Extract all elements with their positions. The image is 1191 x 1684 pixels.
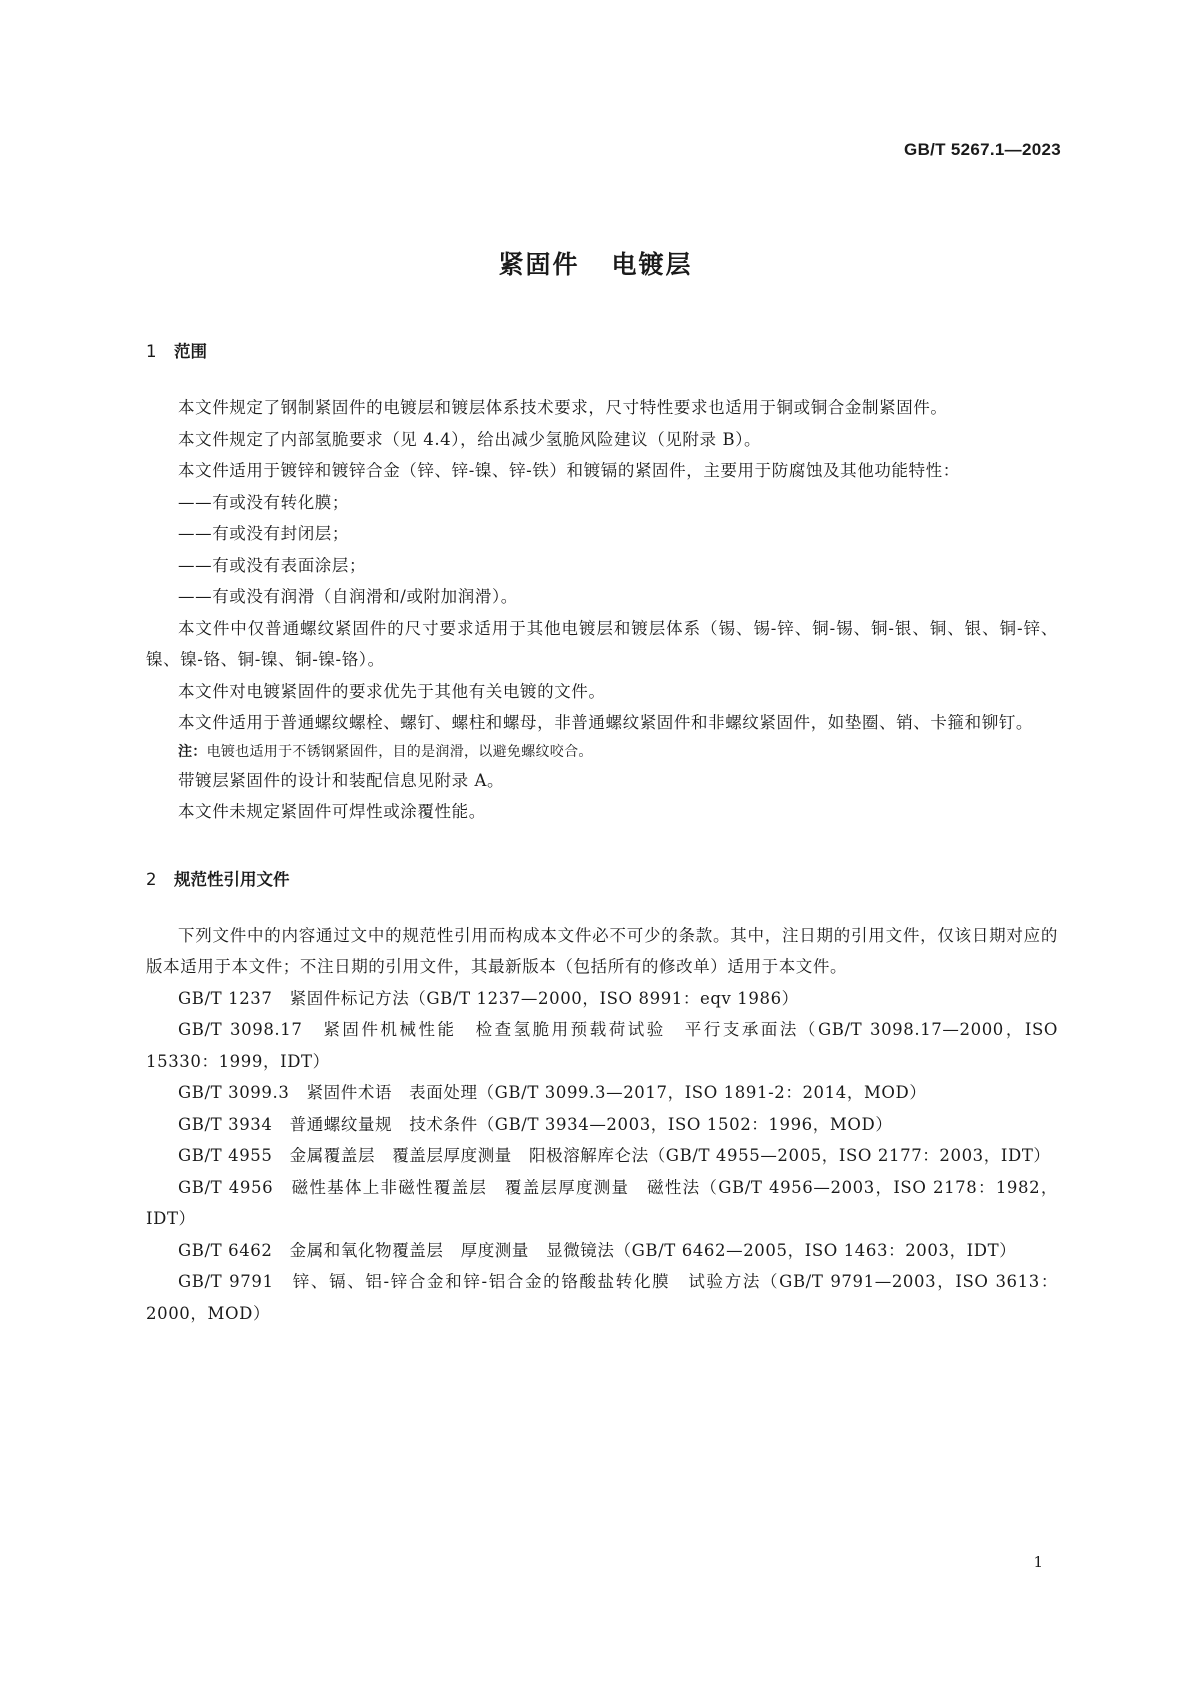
scope-paragraph: 带镀层紧固件的设计和装配信息见附录 A。 [178,770,505,790]
reference-item: GB/T 1237 紧固件标记方法（GB/T 1237—2000，ISO 8991：eqv 1986） [178,988,799,1008]
note [146,739,1058,765]
standard-code: GB/T 5267.1—2023 [904,140,1061,159]
reference-item: GB/T 3934 普通螺纹量规 技术条件（GB/T 3934—2003，ISO 1502：1996，MOD） [178,1114,893,1134]
title-part-2: 电镀层 [611,250,693,279]
list-item: ——有或没有转化膜； [178,492,349,512]
title-part-1: 紧固件 [498,250,580,279]
note-text: 电镀也适用于不锈钢紧固件，目的是润滑，以避免螺纹咬合。 [206,743,593,760]
reference-item: GB/T 3099.3 紧固件术语 表面处理（GB/T 3099.3—2017，ISO 1891-2：2014，MOD） [178,1083,927,1102]
section-2-heading [146,868,1058,892]
references-intro: 下列文件中的内容通过文中的规范性引用而构成本文件必不可少的条款。其中，注日期的引用文件，仅该日期对应的版本适用于本文件；不注日期的引用文件，其最新版本（包括所有的修改单）适用于本文件。 [146,925,1058,976]
scope-paragraph: 本文件适用于普通螺纹螺栓、螺钉、螺柱和螺母，非普通螺纹紧固件和非螺纹紧固件，如垫圈、销、卡箍和铆钉。 [178,713,1033,732]
section-title: 规范性引用文件 [174,869,290,889]
reference-item: GB/T 4955 金属覆盖层 覆盖层厚度测量 阳极溶解库仑法（GB/T 4955—2005，ISO 2177：2003，IDT） [178,1146,1051,1165]
scope-paragraph: 本文件对电镀紧固件的要求优先于其他有关电镀的文件。 [178,681,606,701]
reference-item: GB/T 6462 金属和氧化物覆盖层 厚度测量 显微镜法（GB/T 6462—2005，ISO 1463：2003，IDT） [178,1240,1017,1260]
note-label: 注： [178,743,207,760]
section-number: 2 [146,869,157,889]
page-number: 1 [1033,1553,1043,1571]
scope-paragraph: 本文件规定了钢制紧固件的电镀层和镀层体系技术要求，尺寸特性要求也适用于铜或铜合金制紧固件。 [178,398,948,417]
page-content [146,340,1058,1329]
scope-paragraph: 本文件适用于镀锌和镀锌合金（锌、锌-镍、锌-铁）和镀镉的紧固件，主要用于防腐蚀及其他功能特性： [178,461,960,480]
scope-paragraph: 本文件中仅普通螺纹紧固件的尺寸要求适用于其他电镀层和镀层体系（锡、锡-锌、铜-锡、铜-银、铜、银、铜-锌、镍、镍-铬、铜-镍、铜-镍-铬）。 [146,618,1058,669]
scope-paragraph: 本文件规定了内部氢脆要求（见 4.4），给出减少氢脆风险建议（见附录 B）。 [178,429,762,449]
reference-item: GB/T 3098.17 紧固件机械性能 检查氢脆用预载荷试验 平行支承面法（GB/T 3098.17—2000，ISO 15330：1999，IDT） [146,1020,1058,1071]
section-title: 范围 [174,342,207,361]
reference-item: GB/T 9791 锌、镉、铝-锌合金和锌-铝合金的铬酸盐转化膜 试验方法（GB/T 9791—2003，ISO 3613：2000，MOD） [146,1272,1058,1323]
document-title [0,245,1191,281]
reference-item: GB/T 4956 磁性基体上非磁性覆盖层 覆盖层厚度测量 磁性法（GB/T 4956—2003，ISO 2178：1982，IDT） [146,1177,1058,1228]
section-1-heading [146,340,1058,364]
list-item: ——有或没有封闭层； [178,524,349,543]
list-item: ——有或没有表面涂层； [178,555,367,575]
list-item: ——有或没有润滑（自润滑和/或附加润滑）。 [178,587,518,606]
section-number: 1 [146,342,157,361]
scope-paragraph: 本文件未规定紧固件可焊性或涂覆性能。 [178,802,486,821]
